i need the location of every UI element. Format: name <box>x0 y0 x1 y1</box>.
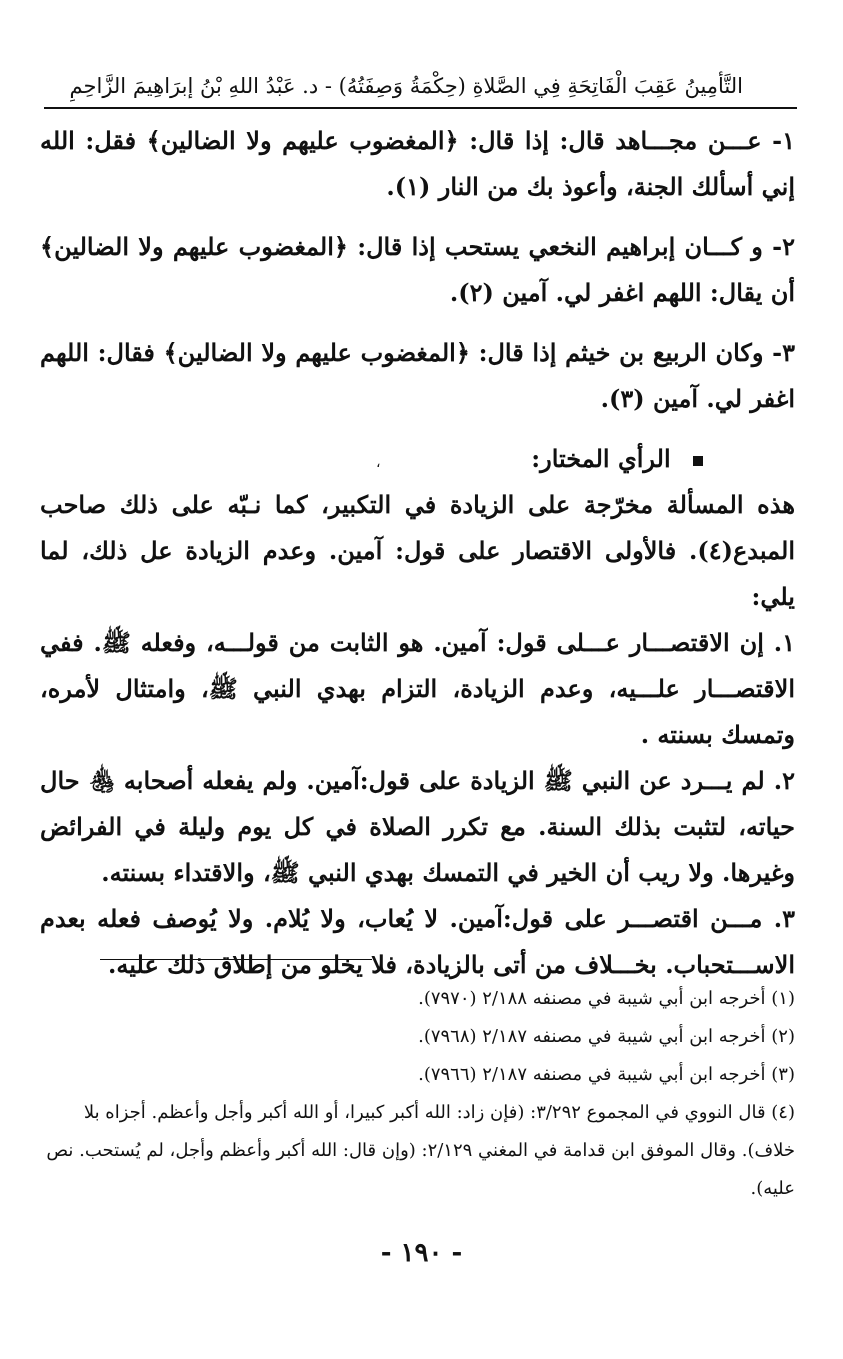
item-text: وكان الربيع بن خيثم إذا قال: ﴿المغضوب عليهم ولا الضالين﴾ فقال: اللهم اغفر لي. آمين (٣). <box>40 338 795 413</box>
footnote: (٢) أخرجه ابن أبي شيبة في مصنفه ٢/١٨٧ (٧٩٦٨). <box>418 1026 795 1047</box>
square-bullet-icon <box>693 456 703 466</box>
section-intro: هذه المسألة مخرّجة على الزيادة في التكبير، كما نـبّه على ذلك صاحب المبدع(٤). فالأولى الاقتصار على قول: آمين. وعدم الزيادة عل ذلك، لما يلي: <box>40 490 796 611</box>
item-number: ٣- <box>772 338 795 367</box>
list-item <box>40 896 795 988</box>
list-item <box>40 330 795 422</box>
footnote: (٤) قال النووي في المجموع ٣/٢٩٢: (فإن زاد: الله أكبر كبيرا، أو الله أكبر وأجل وأعظم. أجزاه بلا خلاف). وقال الموفق ابن قدامة في المغني ٢/١٢٩: (وإن قال: الله أكبر وأعظم وأجل، لم يُستحب. نص عليه). <box>46 1102 795 1199</box>
main-text <box>40 118 795 988</box>
item-number: ٣. <box>773 904 796 933</box>
footnotes <box>40 980 795 1208</box>
item-text: مـــن اقتصـــر على قول:آمين. لا يُعاب، ولا يُلام. ولا يُوصف فعله بعدم الاســـتحباب. بخـــلاف من أتى بالزيادة، فلا يخلو من إطلاق ذلك عليه. <box>40 904 795 979</box>
section-heading <box>40 436 795 482</box>
list-item <box>40 224 795 316</box>
header-divider <box>44 107 797 109</box>
running-header <box>70 68 743 104</box>
footnote: (١) أخرجه ابن أبي شيبة في مصنفه ٢/١٨٨ (٧٩٧٠). <box>418 988 795 1009</box>
list-item <box>40 758 795 896</box>
item-text: عـــن مجـــاهد قال: إذا قال: ﴿المغضوب عليهم ولا الضالين﴾ فقل: الله إني أسألك الجنة، وأعوذ بك من النار (١). <box>40 126 795 201</box>
item-text: إن الاقتصـــار عـــلى قول: آمين. هو الثابت من قولـــه، وفعله ﷺ. ففي الاقتصـــار علـــيه، وعدم الزيادة، التزام بهدي النبي ﷺ، وامتثال لأمره، وتمسك بسنته . <box>40 628 795 749</box>
item-number: ١- <box>772 126 795 155</box>
item-number: ١. <box>773 628 795 657</box>
list-item <box>40 118 795 210</box>
page-number: - ١٩٠ - <box>380 1238 463 1268</box>
item-number: ٢. <box>773 766 796 795</box>
item-text: لم يـــرد عن النبي ﷺ الزيادة على قول:آمين. ولم يفعله أصحابه ﵃ حال حياته، لتثبت بذلك السنة. مع تكرر الصلاة في كل يوم وليلة في الفرائض وغيرها. ولا ريب أن الخير في التمسك بهدي النبي ﷺ، والاقتداء بسنته. <box>40 766 795 887</box>
section-heading-text: الرأي المختار: <box>531 444 671 473</box>
footnote: (٣) أخرجه ابن أبي شيبة في مصنفه ٢/١٨٧ (٧٩٦٦). <box>418 1064 795 1085</box>
stray-mark: ، <box>376 455 381 471</box>
footnote-divider <box>100 959 372 960</box>
list-item <box>40 620 795 758</box>
item-number: ٢- <box>772 232 795 261</box>
item-text: و كـــان إبراهيم النخعي يستحب إذا قال: ﴿المغضوب عليهم ولا الضالين﴾ أن يقال: اللهم اغفر لي. آمين (٢). <box>40 232 795 307</box>
header-title: التَّأمِينُ عَقِبَ الْفَاتِحَةِ فِي الصَّلاةِ (حِكْمَةُ وَصِفَتُهُ) - د. عَبْدُ اللهِ بْنُ إبرَاهِيمَ الزَّاحِمِ <box>70 74 743 98</box>
